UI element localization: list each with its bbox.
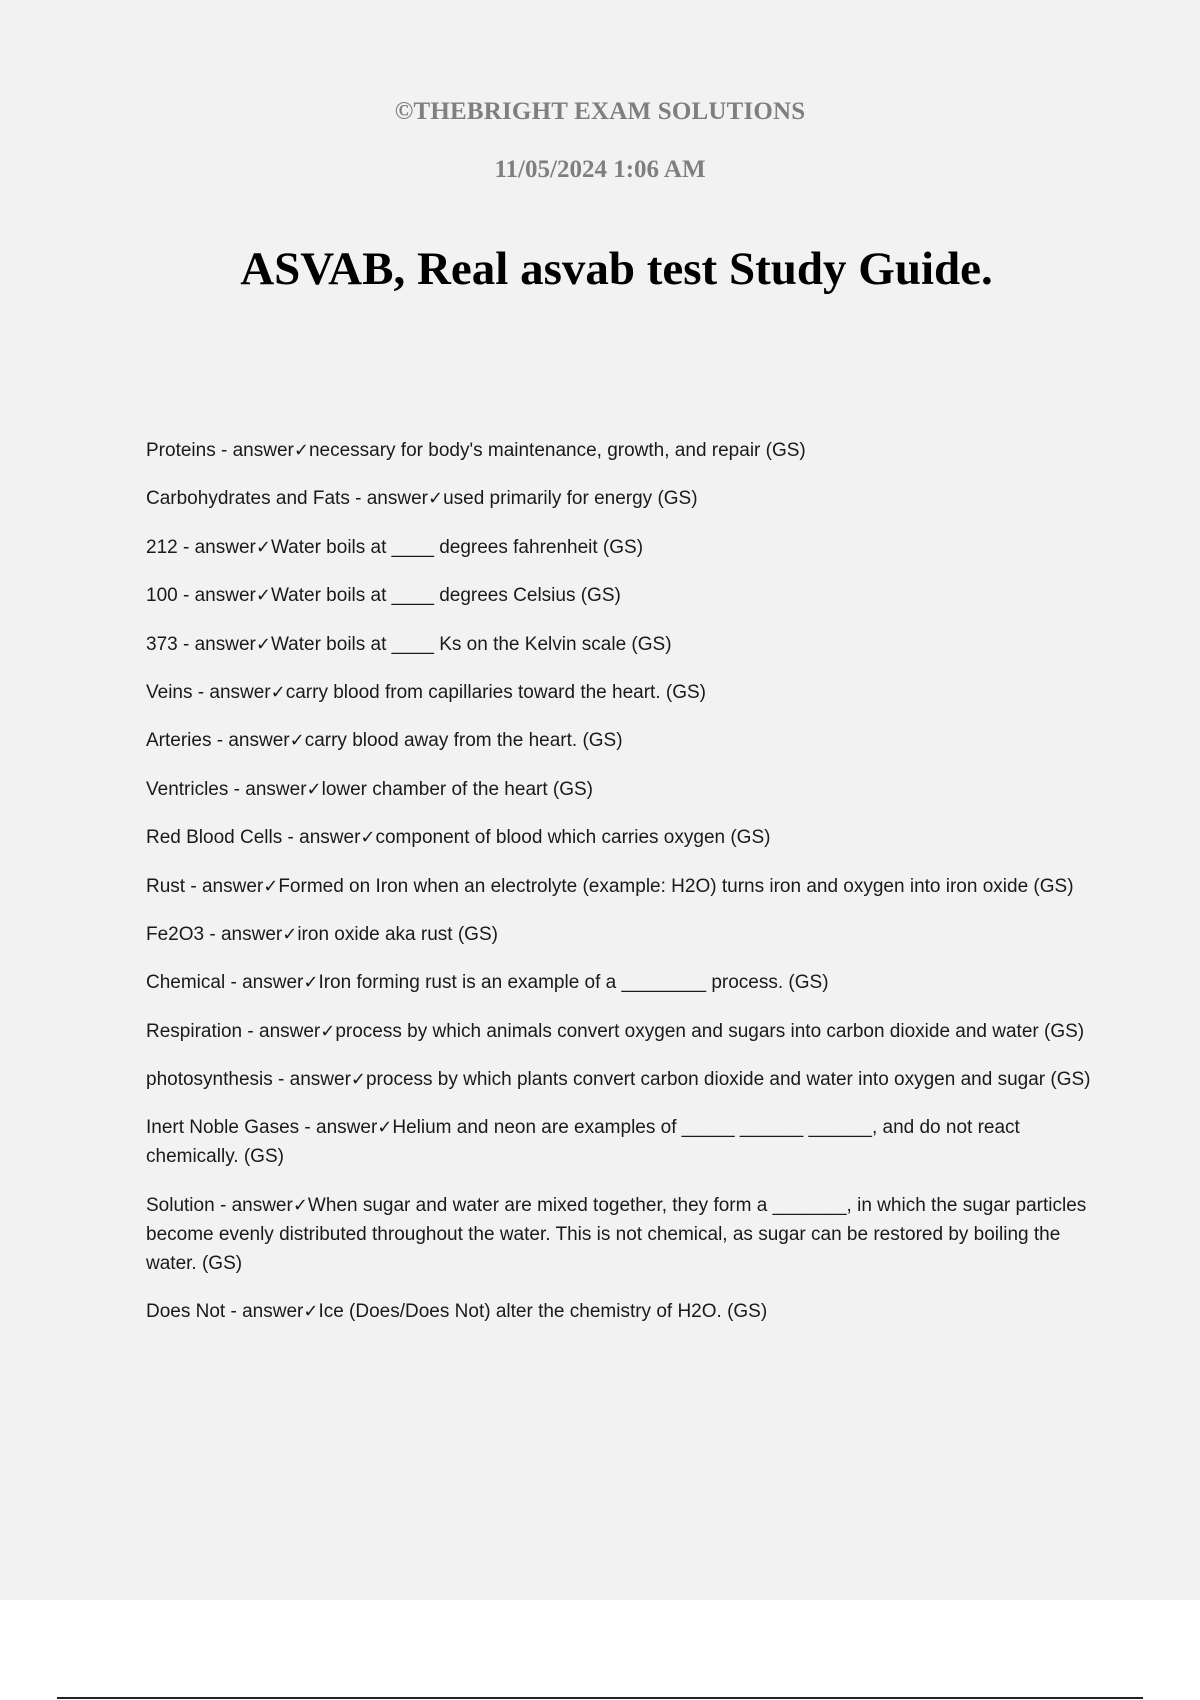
- list-item: [146, 630, 1096, 659]
- list-item: [146, 920, 1096, 949]
- answer-label: answer: [242, 1301, 304, 1323]
- checkmark-icon: ✓: [427, 488, 444, 510]
- footer-divider: [57, 1697, 1143, 1699]
- item-definition: process by which animals convert oxygen and sugars into carbon dioxide and water (GS): [335, 1020, 1085, 1042]
- checkmark-icon: ✓: [289, 730, 305, 752]
- item-separator: -: [192, 681, 210, 703]
- checkmark-icon: ✓: [255, 633, 271, 655]
- answer-label: answer: [220, 923, 283, 945]
- timestamp-header: 11/05/2024 1:06 AM: [494, 156, 706, 183]
- checkmark-icon: ✓: [303, 1301, 319, 1323]
- answer-label: answer: [289, 1069, 351, 1091]
- item-definition: Ice (Does/Does Not) alter the chemistry of H2O. (GS): [318, 1301, 768, 1323]
- item-definition: iron oxide aka rust (GS): [297, 923, 498, 945]
- page-title: ASVAB, Real asvab test Study Guide.: [240, 243, 993, 295]
- answer-label: answer: [245, 778, 307, 800]
- checkmark-icon: ✓: [270, 681, 286, 703]
- item-definition: When sugar and water are mixed together, they form a _______, in which the sugar particles become evenly distributed throughout the water. This is not chemical, as sugar can be restored by boiling the water. (GS): [146, 1194, 1087, 1274]
- item-definition: Helium and neon are examples of _____ ______ ______, and do not react chemically. (GS): [146, 1117, 1020, 1168]
- answer-label: answer: [316, 1117, 378, 1139]
- answer-label: answer: [228, 730, 290, 752]
- checkmark-icon: ✓: [360, 827, 376, 849]
- item-separator: -: [204, 923, 221, 945]
- item-term: Red Blood Cells: [146, 827, 283, 849]
- item-term: Rust: [146, 875, 186, 897]
- list-item: [146, 484, 1096, 513]
- item-separator: -: [225, 1301, 243, 1323]
- item-separator: -: [225, 972, 243, 994]
- item-separator: -: [228, 778, 246, 800]
- item-term: Veins: [146, 681, 193, 703]
- item-definition: Water boils at ____ degrees fahrenheit (GS): [270, 536, 644, 558]
- checkmark-icon: ✓: [293, 440, 309, 461]
- checkmark-icon: ✓: [282, 923, 298, 945]
- item-term: Solution: [146, 1194, 215, 1216]
- item-separator: -: [282, 827, 300, 849]
- item-term: Arteries: [146, 730, 212, 752]
- list-item: [146, 581, 1096, 610]
- item-separator: -: [349, 488, 367, 510]
- checkmark-icon: ✓: [255, 585, 271, 607]
- answer-label: answer: [201, 875, 264, 897]
- item-definition: Formed on Iron when an electrolyte (example: H2O) turns iron and oxygen into iron oxide (GS): [278, 875, 1074, 897]
- item-separator: -: [214, 1194, 232, 1216]
- checkmark-icon: ✓: [320, 1020, 336, 1042]
- flashcard-list: [146, 436, 1096, 1346]
- answer-label: answer: [299, 827, 361, 849]
- list-item: [146, 1297, 1096, 1326]
- list-item: [146, 436, 1096, 465]
- answer-label: answer: [231, 1194, 293, 1216]
- list-item: [146, 1065, 1096, 1094]
- checkmark-icon: ✓: [292, 1194, 308, 1216]
- list-item: [146, 533, 1096, 562]
- item-separator: -: [215, 440, 233, 461]
- item-term: Inert Noble Gases: [146, 1117, 300, 1139]
- item-separator: -: [185, 875, 202, 897]
- item-term: 373: [146, 633, 178, 655]
- item-definition: lower chamber of the heart (GS): [321, 778, 593, 800]
- item-term: photosynthesis: [146, 1069, 273, 1091]
- item-definition: component of blood which carries oxygen (GS): [375, 827, 771, 849]
- item-term: Carbohydrates and Fats: [146, 488, 350, 510]
- item-definition: Water boils at ____ Ks on the Kelvin scale (GS): [270, 633, 672, 655]
- item-term: 100: [146, 585, 178, 607]
- item-definition: process by which plants convert carbon dioxide and water into oxygen and sugar (GS): [365, 1069, 1091, 1091]
- list-item: [146, 678, 1096, 707]
- answer-label: answer: [259, 1020, 321, 1042]
- item-separator: -: [211, 730, 229, 752]
- item-term: Does Not: [146, 1301, 226, 1323]
- list-item: [146, 1017, 1096, 1046]
- answer-label: answer: [194, 536, 256, 558]
- checkmark-icon: ✓: [263, 875, 279, 897]
- item-separator: -: [177, 585, 195, 607]
- answer-label: answer: [194, 585, 256, 607]
- checkmark-icon: ✓: [303, 972, 319, 994]
- copyright-header: ©THEBRIGHT EXAM SOLUTIONS: [394, 98, 806, 125]
- list-item: [146, 1113, 1096, 1171]
- item-separator: -: [272, 1069, 290, 1091]
- item-separator: -: [299, 1117, 317, 1139]
- list-item: [146, 1191, 1096, 1278]
- list-item: [146, 726, 1096, 755]
- answer-label: answer: [232, 440, 294, 461]
- checkmark-icon: ✓: [377, 1117, 393, 1139]
- item-definition: Water boils at ____ degrees Celsius (GS): [270, 585, 621, 607]
- item-separator: -: [242, 1020, 259, 1042]
- item-term: Fe2O3: [146, 923, 205, 945]
- answer-label: answer: [209, 681, 271, 703]
- checkmark-icon: ✓: [350, 1069, 366, 1091]
- item-term: Chemical: [146, 972, 226, 994]
- item-separator: -: [177, 536, 195, 558]
- item-term: Ventricles: [146, 778, 229, 800]
- checkmark-icon: ✓: [306, 778, 322, 800]
- item-definition: carry blood from capillaries toward the heart. (GS): [285, 681, 706, 703]
- item-term: Proteins: [146, 440, 216, 461]
- item-separator: -: [177, 633, 195, 655]
- answer-label: answer: [366, 488, 428, 510]
- list-item: [146, 823, 1096, 852]
- item-definition: used primarily for energy (GS): [443, 488, 698, 510]
- item-term: 212: [146, 536, 178, 558]
- item-definition: necessary for body's maintenance, growth, and repair (GS): [308, 440, 806, 461]
- item-term: Respiration: [146, 1020, 243, 1042]
- checkmark-icon: ✓: [255, 536, 271, 558]
- item-definition: Iron forming rust is an example of a ________ process. (GS): [318, 972, 829, 994]
- answer-label: answer: [194, 633, 256, 655]
- list-item: [146, 775, 1096, 804]
- item-definition: carry blood away from the heart. (GS): [304, 730, 623, 752]
- list-item: [146, 872, 1096, 901]
- list-item: [146, 968, 1096, 997]
- answer-label: answer: [242, 972, 304, 994]
